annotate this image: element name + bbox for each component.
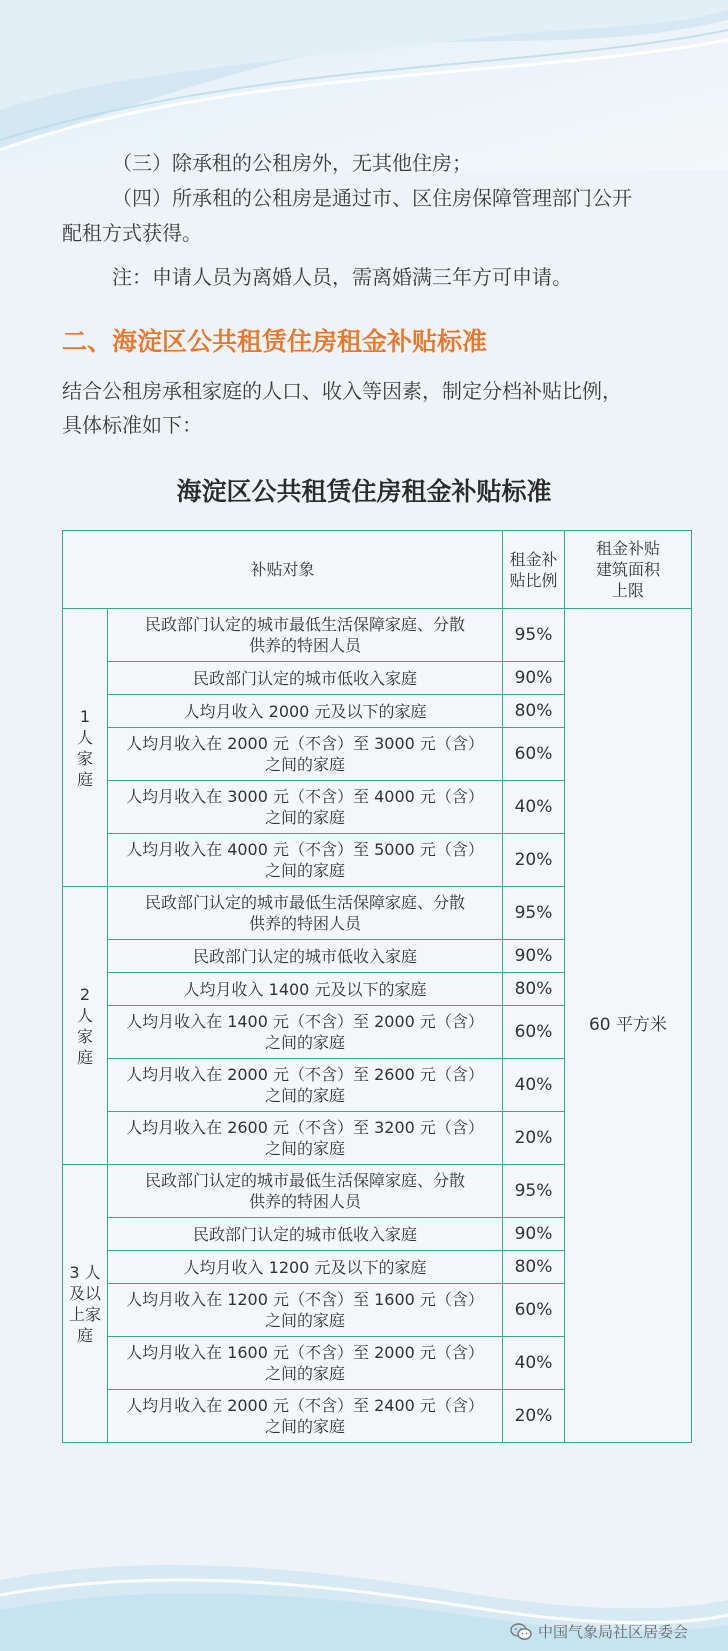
target-cell-line: 民政部门认定的城市最低生活保障家庭、分散 [145, 893, 466, 912]
header-area [565, 531, 692, 609]
header-area-line: 租金补贴 [596, 539, 661, 558]
group-label [63, 1165, 108, 1443]
top-wave-decoration [0, 0, 728, 170]
subsidy-table [62, 530, 692, 1443]
target-cell [108, 887, 503, 940]
target-cell-line: 之间的家庭 [265, 861, 346, 880]
target-cell-line: 民政部门认定的城市低收入家庭 [193, 946, 418, 966]
target-cell-line: 人均月收入在 3000 元（不含）至 4000 元（含） [126, 787, 484, 806]
target-cell-line: 之间的家庭 [265, 1033, 346, 1052]
wechat-icon [510, 1623, 532, 1641]
target-cell [108, 781, 503, 834]
group-label-line: 庭 [76, 1047, 93, 1067]
ratio-cell: 90% [503, 662, 565, 695]
target-cell [108, 1390, 503, 1443]
target-cell-line: 人均月收入在 4000 元（不含）至 5000 元（含） [126, 840, 484, 859]
group-label-line: 及以 [68, 1283, 101, 1303]
target-cell-line: 人均月收入 1200 元及以下的家庭 [183, 1257, 427, 1277]
table-row [63, 609, 692, 662]
ratio-cell: 95% [503, 887, 565, 940]
paragraph-item-4: （四）所承租的公租房是通过市、区住房保障管理部门公开 [112, 186, 632, 210]
area-limit-cell: 60 平方米 [565, 609, 692, 1443]
group-label-line: 上家 [68, 1304, 101, 1324]
target-cell [108, 834, 503, 887]
header-ratio-line: 租金补 [509, 549, 558, 569]
target-cell-line: 之间的家庭 [265, 755, 346, 774]
target-cell-line: 民政部门认定的城市最低生活保障家庭、分散 [145, 1171, 466, 1190]
target-cell-line: 之间的家庭 [265, 1139, 346, 1158]
group-label [63, 887, 108, 1165]
group-label-line: 人 [76, 1005, 93, 1025]
target-cell [108, 662, 503, 695]
target-cell-line: 人均月收入在 1600 元（不含）至 2000 元（含） [126, 1343, 484, 1362]
header-ratio [503, 531, 565, 609]
ratio-cell: 60% [503, 1006, 565, 1059]
target-cell [108, 1059, 503, 1112]
target-cell [108, 1284, 503, 1337]
ratio-cell: 80% [503, 695, 565, 728]
ratio-cell: 40% [503, 1059, 565, 1112]
group-label-line: 1 [79, 706, 91, 726]
target-cell-line: 人均月收入在 2000 元（不含）至 3000 元（含） [126, 734, 484, 753]
target-cell-line: 之间的家庭 [265, 808, 346, 827]
ratio-cell: 40% [503, 781, 565, 834]
target-cell-line: 民政部门认定的城市低收入家庭 [193, 668, 418, 688]
group-label-line: 家 [76, 1026, 93, 1046]
group-label [63, 609, 108, 887]
ratio-cell: 20% [503, 1112, 565, 1165]
target-cell [108, 940, 503, 973]
target-cell-line: 供养的特困人员 [249, 1192, 362, 1211]
ratio-cell: 20% [503, 1390, 565, 1443]
target-cell-line: 之间的家庭 [265, 1086, 346, 1105]
target-cell [108, 728, 503, 781]
target-cell [108, 973, 503, 1006]
header-ratio-line: 贴比例 [509, 570, 558, 590]
target-cell-line: 人均月收入在 1200 元（不含）至 1600 元（含） [126, 1290, 484, 1309]
target-cell-line: 供养的特困人员 [249, 636, 362, 655]
header-area-line: 上限 [612, 581, 645, 600]
target-cell-line: 人均月收入在 2000 元（不含）至 2400 元（含） [126, 1396, 484, 1415]
ratio-cell: 60% [503, 1284, 565, 1337]
target-cell [108, 1337, 503, 1390]
ratio-cell: 80% [503, 1251, 565, 1284]
group-label-line: 庭 [76, 769, 93, 789]
target-cell-line: 人均月收入 2000 元及以下的家庭 [183, 701, 427, 721]
ratio-cell: 95% [503, 609, 565, 662]
ratio-cell: 95% [503, 1165, 565, 1218]
group-label-line: 3 人 [69, 1262, 101, 1282]
paragraph-item-3: （三）除承租的公租房外，无其他住房； [112, 151, 472, 175]
table-header-row [63, 531, 692, 609]
group-label-line: 庭 [76, 1325, 93, 1345]
target-cell-line: 之间的家庭 [265, 1311, 346, 1330]
target-cell-line: 人均月收入在 1400 元（不含）至 2000 元（含） [126, 1012, 484, 1031]
ratio-cell: 20% [503, 834, 565, 887]
target-cell [108, 1112, 503, 1165]
target-cell [108, 1165, 503, 1218]
target-cell-line: 民政部门认定的城市低收入家庭 [193, 1224, 418, 1244]
ratio-cell: 80% [503, 973, 565, 1006]
footer-credit [510, 1621, 688, 1642]
target-cell-line: 之间的家庭 [265, 1364, 346, 1383]
ratio-cell: 60% [503, 728, 565, 781]
target-cell-line: 供养的特困人员 [249, 914, 362, 933]
ratio-cell: 90% [503, 940, 565, 973]
footer-text: 中国气象局社区居委会 [537, 1623, 688, 1641]
target-cell-line: 之间的家庭 [265, 1417, 346, 1436]
target-cell-line: 人均月收入在 2600 元（不含）至 3200 元（含） [126, 1118, 484, 1137]
intro-line-2: 具体标准如下： [62, 413, 202, 437]
target-cell [108, 1006, 503, 1059]
intro-line-1: 结合公租房承租家庭的人口、收入等因素，制定分档补贴比例， [62, 379, 622, 403]
paragraph-item-4-cont: 配租方式获得。 [62, 221, 202, 245]
header-target: 补贴对象 [63, 531, 503, 609]
group-label-line: 2 [79, 984, 91, 1004]
target-cell [108, 695, 503, 728]
ratio-cell: 90% [503, 1218, 565, 1251]
ratio-cell: 40% [503, 1337, 565, 1390]
target-cell-line: 民政部门认定的城市最低生活保障家庭、分散 [145, 615, 466, 634]
group-label-line: 人 [76, 727, 93, 747]
paragraph-note: 注：申请人员为离婚人员，需离婚满三年方可申请。 [112, 265, 572, 289]
group-label-line: 家 [76, 748, 93, 768]
target-cell [108, 1251, 503, 1284]
target-cell [108, 609, 503, 662]
target-cell [108, 1218, 503, 1251]
target-cell-line: 人均月收入在 2000 元（不含）至 2600 元（含） [126, 1065, 484, 1084]
target-cell-line: 人均月收入 1400 元及以下的家庭 [183, 979, 427, 999]
section-title: 二、海淀区公共租赁住房租金补贴标准 [62, 327, 488, 356]
table-title: 海淀区公共租赁住房租金补贴标准 [176, 477, 552, 506]
header-area-line: 建筑面积 [596, 560, 661, 579]
